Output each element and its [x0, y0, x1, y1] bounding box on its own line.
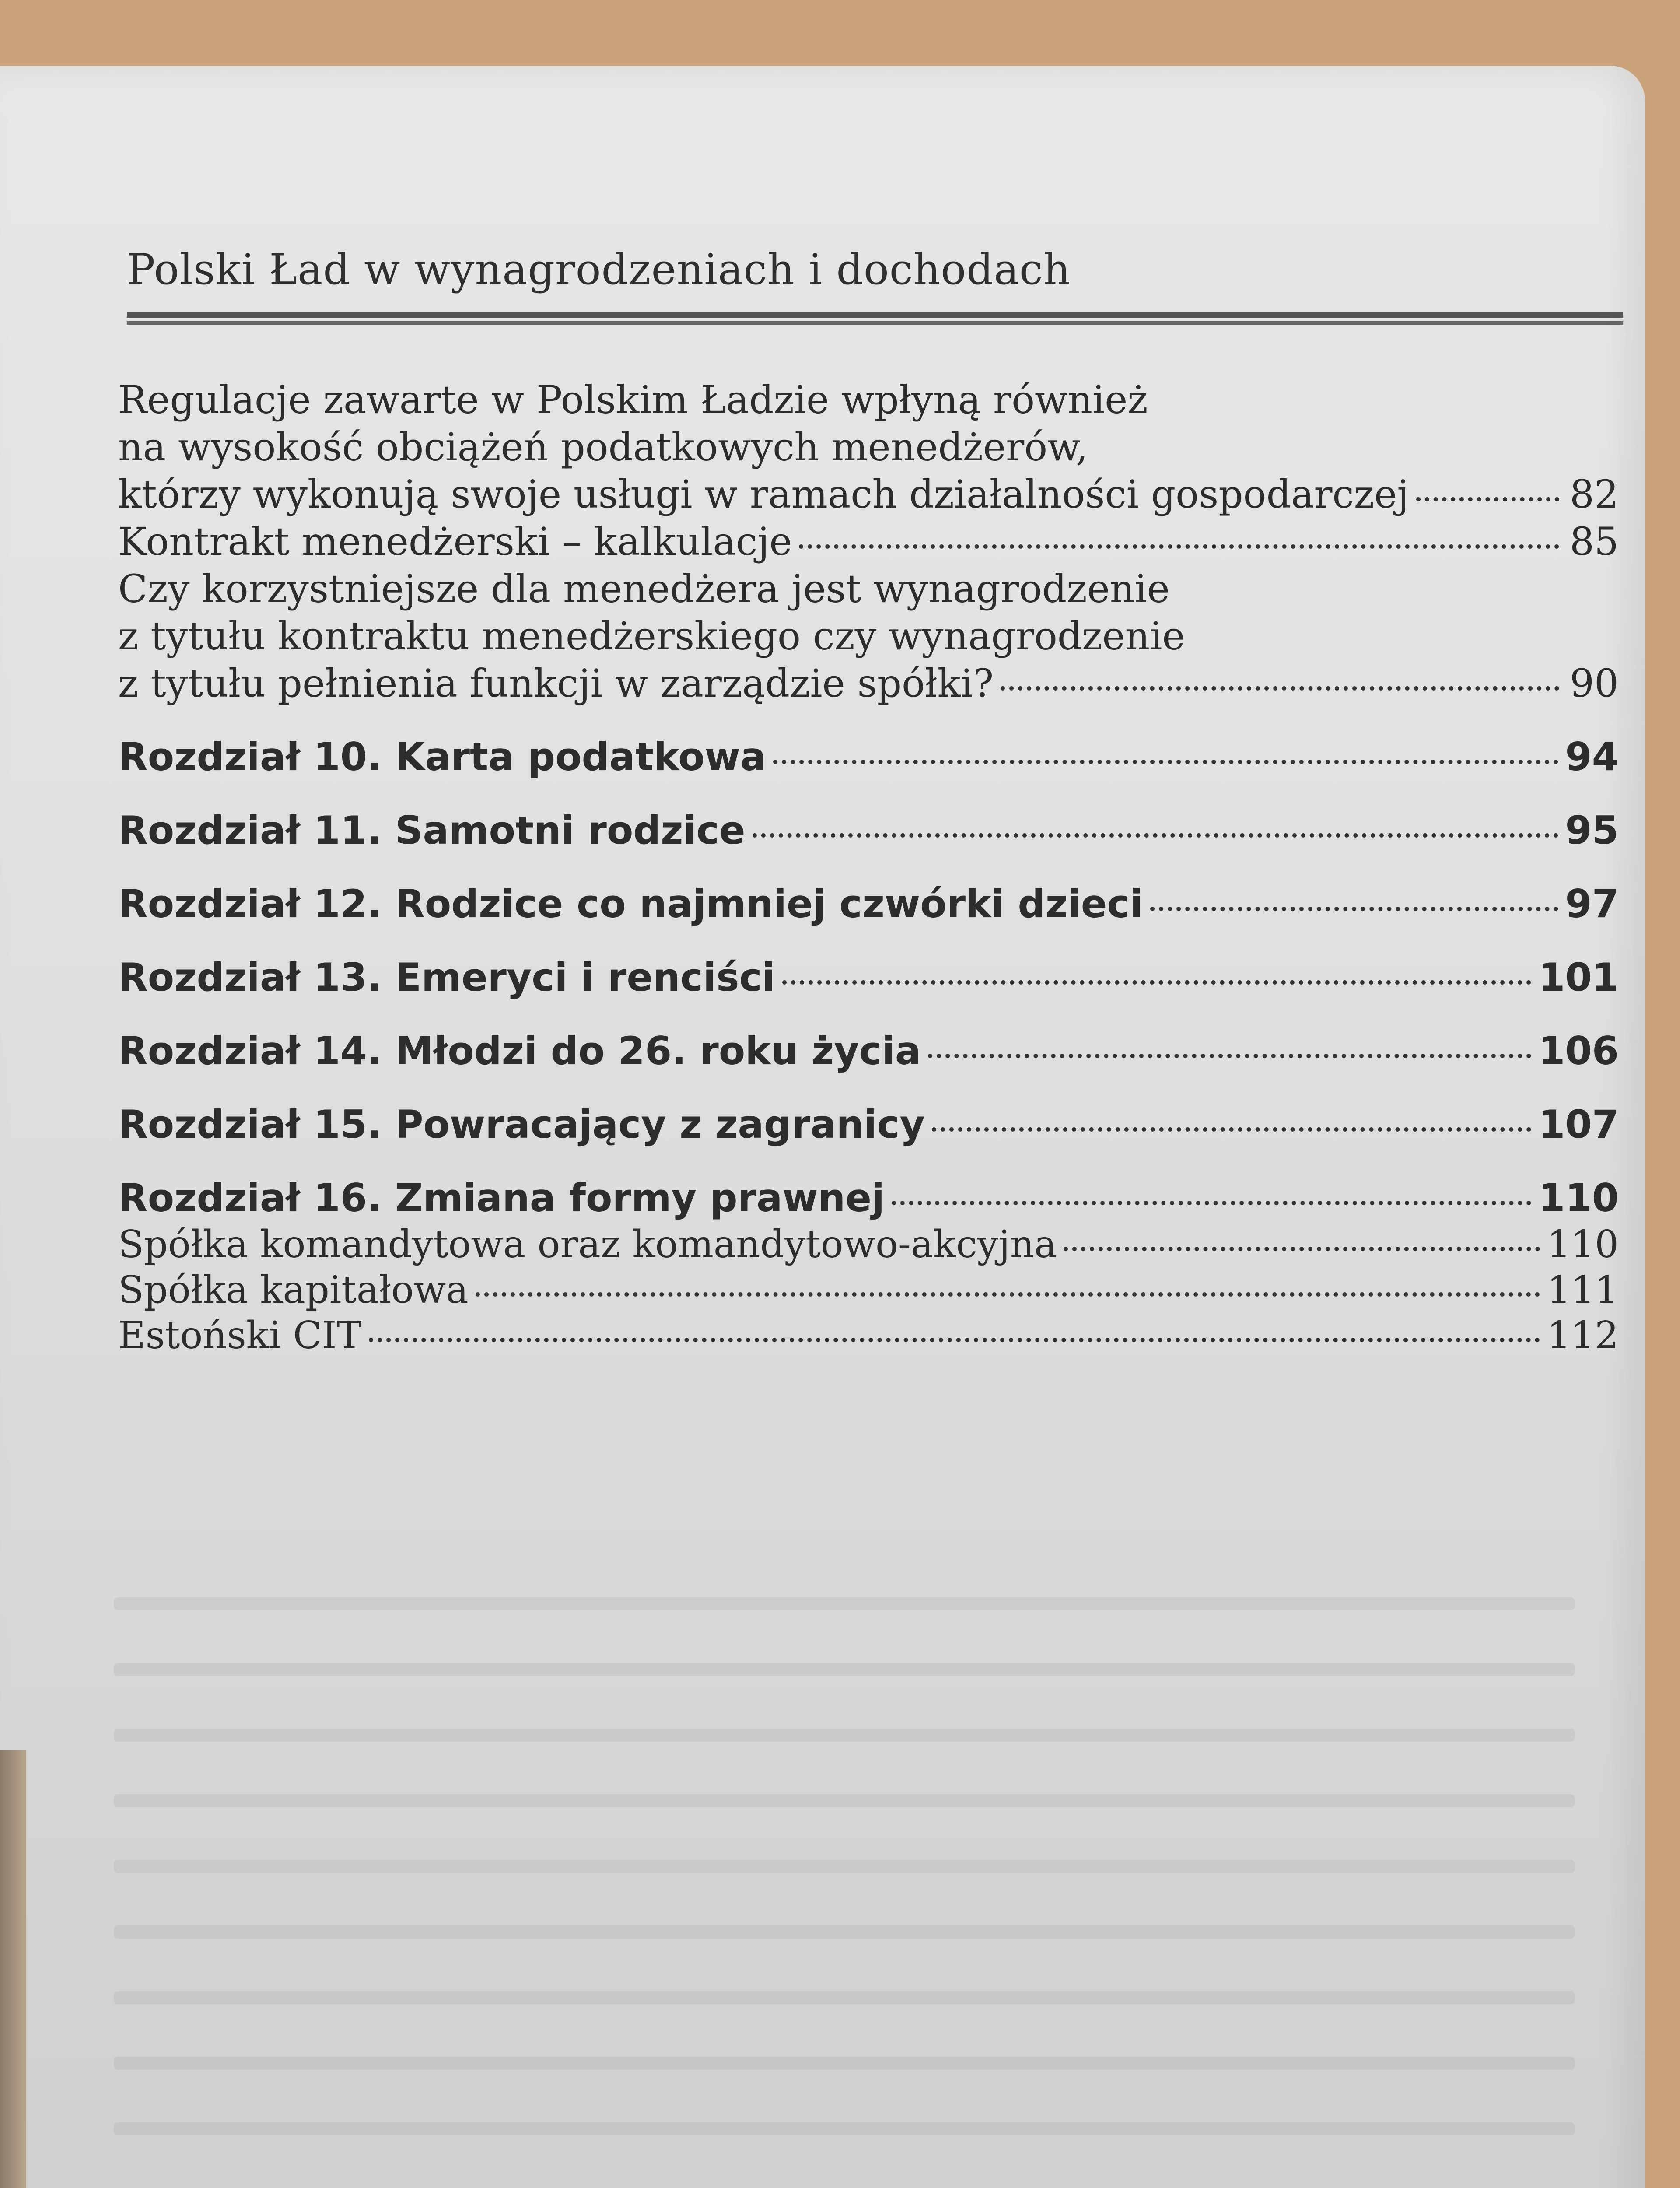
- toc-chapter: [118, 1101, 1619, 1148]
- page-number: 82: [1570, 472, 1619, 517]
- toc-entry-line: którzy wykonują swoje usługi w ramach działalności gospodarczej: [118, 472, 1409, 517]
- dot-leader: [1064, 1247, 1540, 1251]
- page-number: 112: [1547, 1314, 1619, 1357]
- page-number: 90: [1570, 661, 1619, 706]
- dot-leader: [892, 1201, 1531, 1205]
- toc-entry-line: z tytułu pełnienia funkcji w zarządzie spółki?: [118, 661, 994, 706]
- book-edge: [0, 1750, 26, 2188]
- page-number: 97: [1565, 881, 1619, 926]
- bleed-through-line: [114, 2057, 1575, 2070]
- dot-leader: [369, 1338, 1540, 1342]
- chapter-title: Rozdział 11. Samotni rodzice: [118, 808, 746, 853]
- subentry-title: Spółka kapitałowa: [118, 1268, 469, 1312]
- dot-leader: [932, 1127, 1531, 1132]
- table-of-contents: [118, 376, 1619, 1358]
- toc-entry-line: na wysokość obciążeń podatkowych menedżerów,: [118, 424, 1088, 470]
- dot-leader: [928, 1054, 1531, 1058]
- toc-entry-line: Regulacje zawarte w Polskim Ładzie wpłyną również: [118, 377, 1148, 422]
- dot-leader: [752, 833, 1558, 838]
- chapter-title: Rozdział 12. Rodzice co najmniej czwórki dzieci: [118, 881, 1143, 926]
- toc-entry-line: Czy korzystniejsze dla menedżera jest wynagrodzenie: [118, 566, 1170, 611]
- dot-leader: [773, 760, 1558, 764]
- subentry-title: Estoński CIT: [118, 1314, 362, 1357]
- dot-leader: [476, 1292, 1540, 1297]
- toc-chapter: [118, 1027, 1619, 1075]
- toc-chapter: [118, 733, 1619, 781]
- chapter-title: Rozdział 15. Powracający z zagranicy: [118, 1102, 925, 1147]
- header-rule-secondary: [127, 321, 1623, 325]
- page-number: 95: [1565, 808, 1619, 853]
- page-number: 94: [1565, 734, 1619, 779]
- bleed-through-line: [114, 1860, 1575, 1873]
- toc-subentry: [118, 1267, 1619, 1313]
- chapter-title: Rozdział 13. Emeryci i renciści: [118, 955, 775, 1000]
- chapter-title: Rozdział 14. Młodzi do 26. roku życia: [118, 1028, 921, 1073]
- page-number: 110: [1538, 1175, 1619, 1220]
- bleed-through-line: [114, 1663, 1575, 1676]
- toc-chapter: [118, 1175, 1619, 1222]
- page-number: 106: [1538, 1028, 1619, 1073]
- dot-leader: [782, 980, 1531, 985]
- running-header: [127, 245, 1623, 325]
- dot-leader: [1416, 497, 1560, 501]
- toc-subentry: [118, 1222, 1619, 1267]
- subentry-title: Spółka komandytowa oraz komandytowo-akcyjna: [118, 1223, 1057, 1266]
- bleed-through-line: [114, 1991, 1575, 2004]
- toc-entry-line: Kontrakt menedżerski – kalkulacje: [118, 519, 792, 564]
- toc-chapter: [118, 954, 1619, 1001]
- toc-entry: [118, 565, 1619, 707]
- page-number: 85: [1570, 519, 1619, 564]
- page-number: 101: [1538, 955, 1619, 1000]
- toc-chapter: [118, 880, 1619, 928]
- chapter-title: Rozdział 16. Zmiana formy prawnej: [118, 1175, 885, 1220]
- toc-entry: [118, 518, 1619, 565]
- bleed-through-line: [114, 1794, 1575, 1807]
- dot-leader: [1150, 907, 1558, 911]
- page-number: 107: [1538, 1102, 1619, 1147]
- toc-chapter: [118, 807, 1619, 854]
- bleed-through-line: [114, 2122, 1575, 2135]
- dot-leader: [1001, 686, 1559, 691]
- page-number: 110: [1547, 1223, 1619, 1266]
- bleed-through-line: [114, 1729, 1575, 1742]
- toc-subentry: [118, 1313, 1619, 1358]
- bleed-through-line: [114, 1597, 1575, 1610]
- toc-entry: [118, 376, 1619, 518]
- page-number: 111: [1547, 1268, 1619, 1312]
- chapter-title: Rozdział 10. Karta podatkowa: [118, 734, 766, 779]
- header-title: Polski Ład w wynagrodzeniach i dochodach: [127, 245, 1071, 294]
- bleed-through-line: [114, 1925, 1575, 1939]
- toc-entry-line: z tytułu kontraktu menedżerskiego czy wynagrodzenie: [118, 614, 1185, 659]
- header-rule: [127, 312, 1623, 318]
- dot-leader: [799, 544, 1559, 549]
